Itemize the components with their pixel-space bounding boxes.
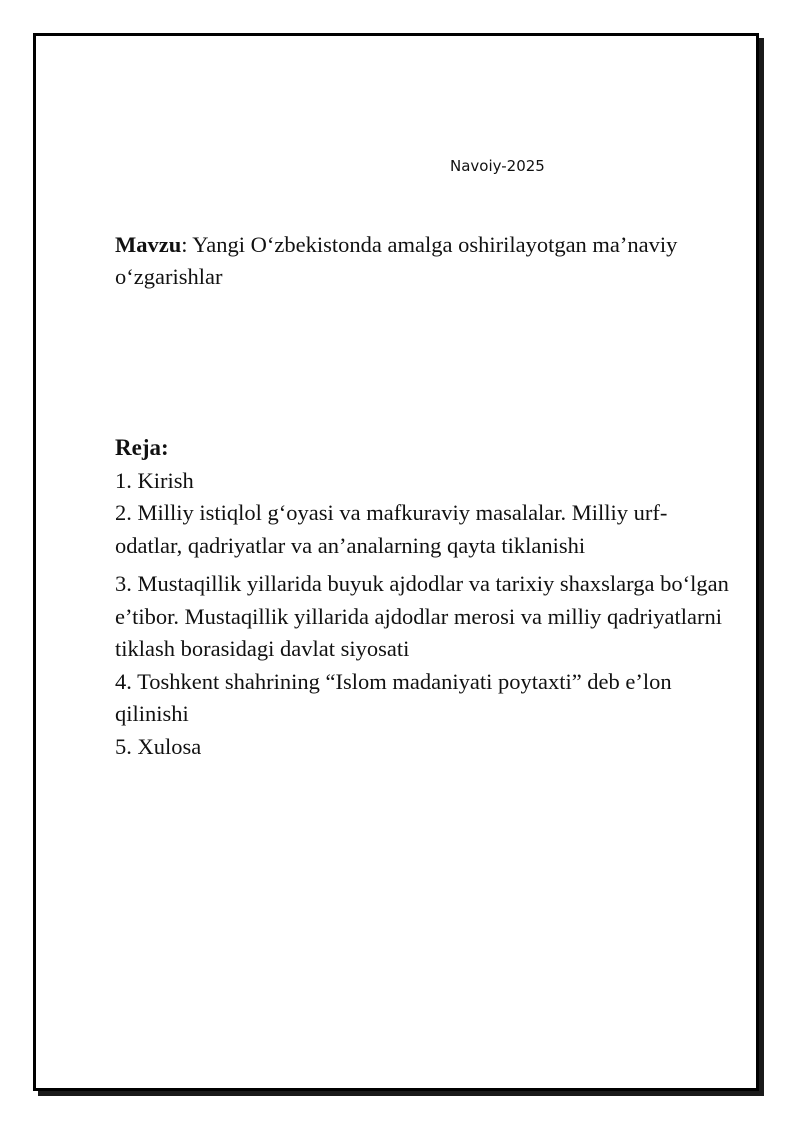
plan-item-5: 5. Xulosa [115,733,202,759]
plan-item-3: 3. Mustaqillik yillarida buyuk ajdodlar va tarixiy shaxslarga bo‘lgan e’tibor. Mustaqillik yillarida ajdodlar merosi va milliy qadriyatlarni tiklash borasidagi davlat siyosati [115,571,729,661]
plan-heading: Reja: [115,435,169,460]
topic-label: Mavzu [115,232,182,257]
topic-separator: : [181,232,193,257]
plan-item-1: 1. Kirish [115,467,194,493]
plan-item-4: 4. Toshkent shahrining “Islom madaniyati poytaxti” deb e’lon qilinishi [115,668,672,726]
plan-item-2: 2. Milliy istiqlol g‘oyasi va mafkuraviy masalalar. Milliy urf-odatlar, qadriyatlar va an’analarning qayta tiklanishi [115,500,668,558]
city-year: Navoiy-2025 [450,157,545,175]
plan-section [115,432,730,763]
topic-block [115,229,730,293]
topic-text: Yangi O‘zbekistonda amalga oshirilayotgan ma’naviy o‘zgarishlar [115,232,678,289]
